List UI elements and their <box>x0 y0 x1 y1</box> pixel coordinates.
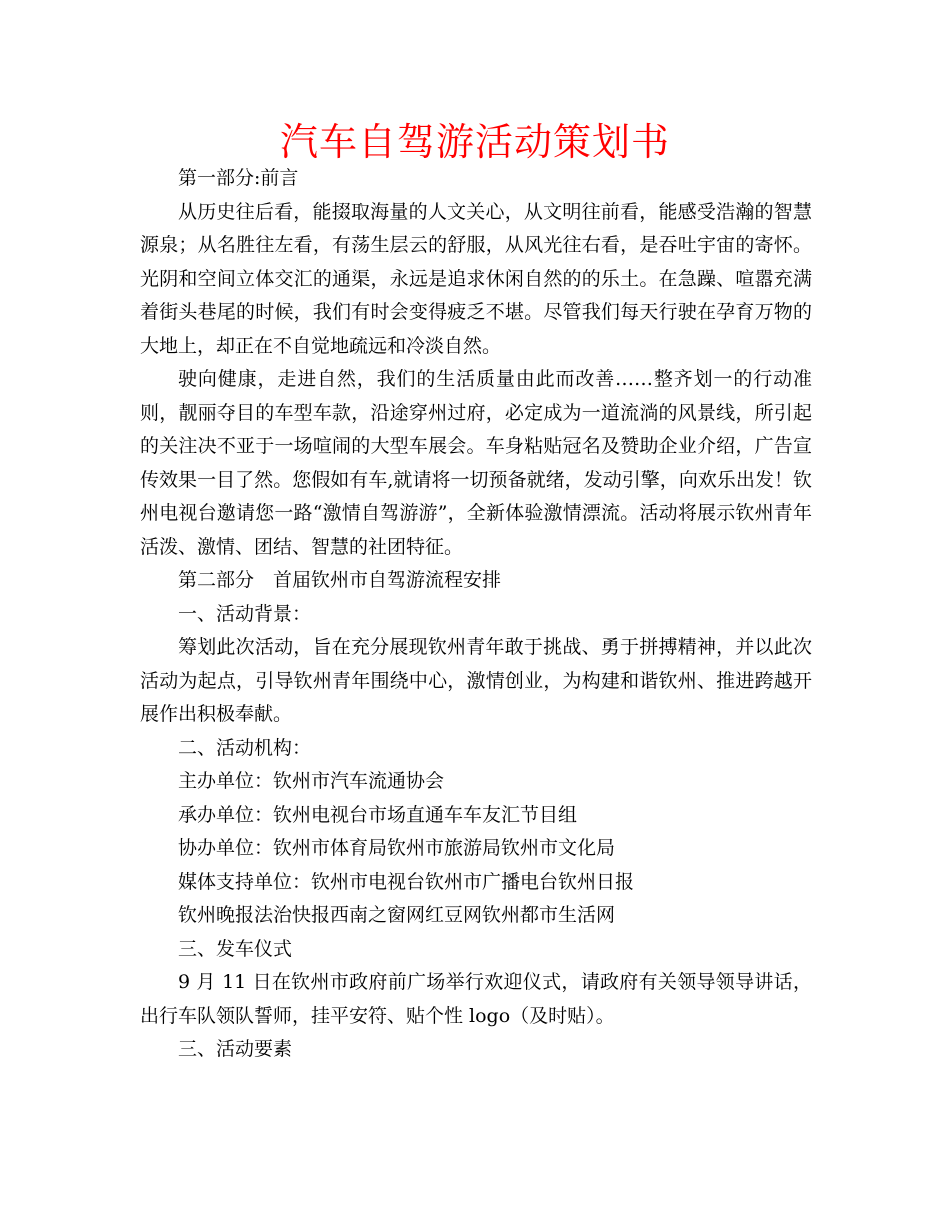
org-co-organizer-line: 协办单位：钦州市体育局钦州市旅游局钦州市文化局 <box>178 837 616 859</box>
document-title: 汽车自驾游活动策划书 <box>279 120 670 164</box>
org-organizer-line: 承办单位：钦州电视台市场直通车车友汇节目组 <box>178 803 578 826</box>
section2-heading: 二、活动机构： <box>178 736 312 759</box>
document-body <box>140 162 812 1067</box>
part1-heading: 第一部分:前言 <box>178 167 299 189</box>
part2-heading: 第二部分 首届钦州市自驾游流程安排 <box>178 569 502 591</box>
org-media-more-line: 钦州晚报法治快报西南之窗网红豆网钦州都市生活网 <box>178 904 616 926</box>
intro-paragraph-2: 驶向健康，走进自然，我们的生活质量由此而改善……整齐划一的行动准则，靓丽夺目的车型车款，沿途穿州过府，必定成为一道流淌的风景线，所引起的关注决不亚于一场喧闹的大型车展会。车身粘贴冠名及赞助企业介绍，广告宣传效果一目了然。您假如有车,就请将一切预备就绪，发动引擎，向欢乐出发！钦州电视台邀请您一路“激情自驾游游”，全新体验激情漂流。活动将展示钦州青年活泼、激情、团结、智慧的社团特征。 <box>140 368 812 558</box>
section3b-heading: 三、活动要素 <box>178 1038 293 1060</box>
section3-heading: 三、发车仪式 <box>178 937 293 960</box>
section1-heading: 一、活动背景： <box>178 602 312 625</box>
section1-paragraph: 筹划此次活动，旨在充分展现钦州青年敢于挑战、勇于拼搏精神，并以此次活动为起点，引导钦州青年围绕中心，激情创业，为构建和谐钦州、推进跨越开展作出积极奉献。 <box>140 636 812 725</box>
org-host-line: 主办单位：钦州市汽车流通协会 <box>178 770 445 792</box>
org-media-line: 媒体支持单位：钦州市电视台钦州市广播电台钦州日报 <box>178 870 635 893</box>
intro-paragraph-1: 从历史往后看，能掇取海量的人文关心，从文明往前看，能感受浩瀚的智慧源泉；从名胜往左看，有荡生层云的舒服，从风光往右看，是吞吐宇宙的寄怀。光阴和空间立体交汇的通渠，永远是追求休闲自然的的乐土。在急躁、喧嚣充满着街头巷尾的时候，我们有时会变得疲乏不堪。尽管我们每天行驶在孕育万物的大地上，却正在不自觉地疏远和冷淡自然。 <box>140 200 812 357</box>
section3-paragraph: 9 月 11 日在钦州市政府前广场举行欢迎仪式，请政府有关领导领导讲话，出行车队领队誓师，挂平安符、贴个性 logo（及时贴）。 <box>140 971 812 1027</box>
